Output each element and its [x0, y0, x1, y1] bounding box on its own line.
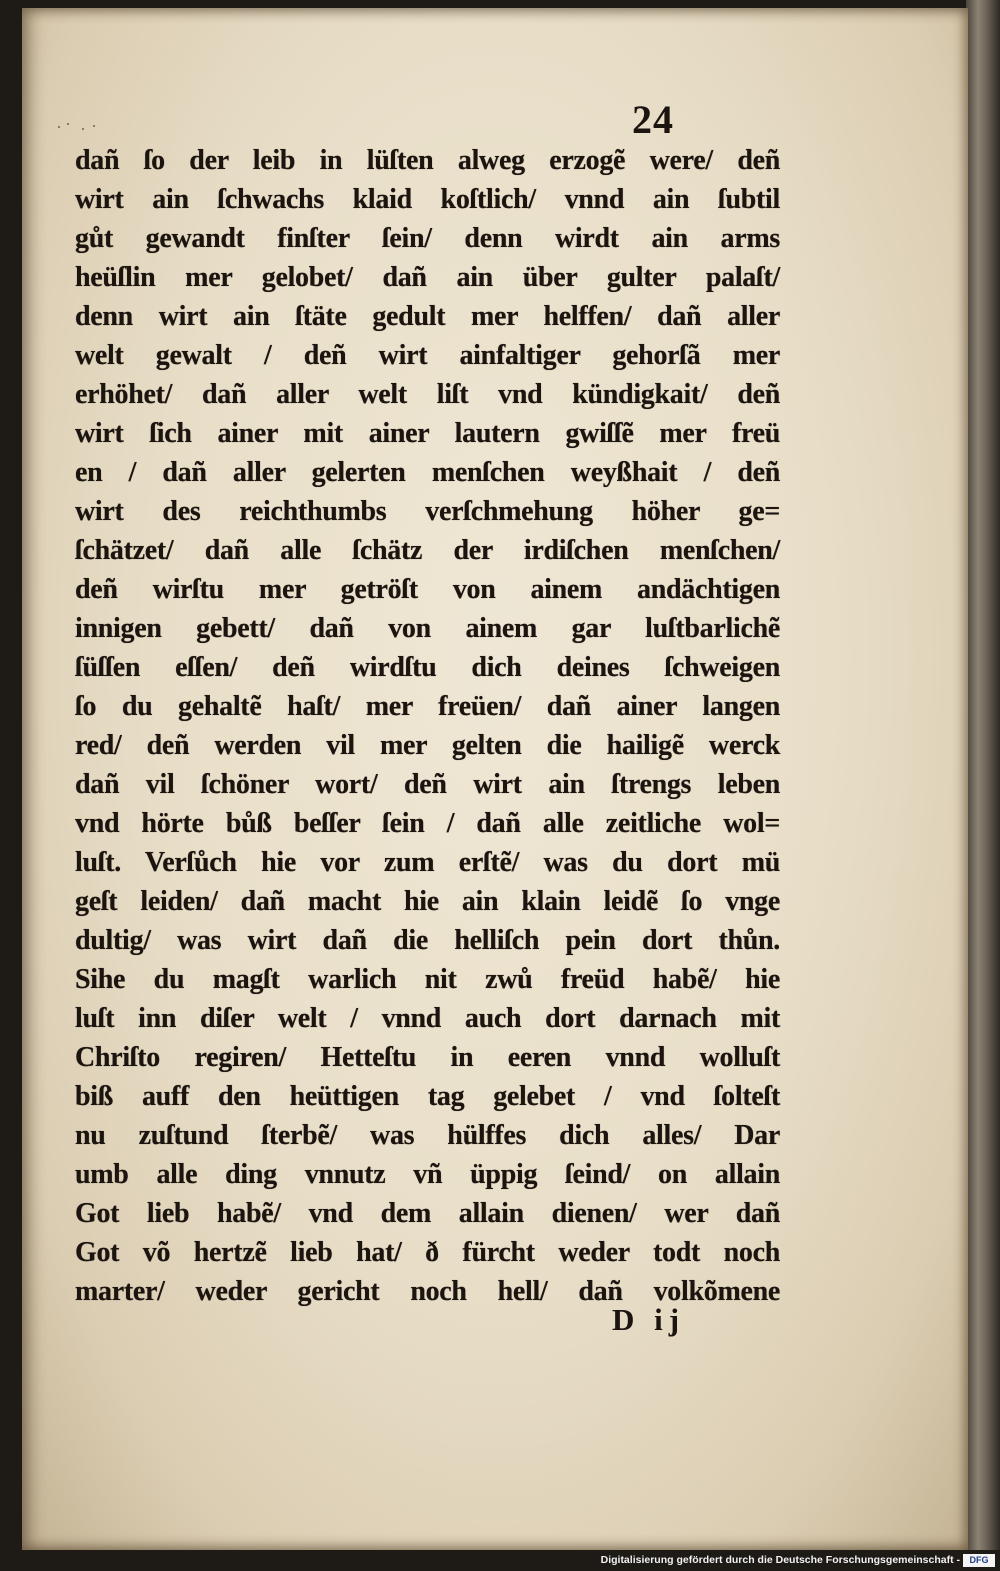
text-line: Sihe du magſt warlich nit zwů freüd habẽ/ hie: [75, 964, 780, 995]
text-line: luſt inn diſer welt / vnnd auch dort darnach mit: [75, 1003, 780, 1034]
text-line: umb alle ding vnnutz vñ üppig ſeind/ on allain: [75, 1159, 780, 1190]
text-line: en / dañ aller gelerten menſchen weyßhait / deñ: [75, 457, 780, 488]
paper-specks: [58, 122, 98, 132]
text-line: vnd hörte bůß beſſer ſein / dañ alle zeitliche wol=: [75, 808, 780, 839]
text-line: biß auff den heüttigen tag gelebet / vnd ſolteſt: [75, 1081, 780, 1112]
text-line: dañ vil ſchöner wort/ deñ wirt ain ſtrengs leben: [75, 769, 780, 800]
text-line: heüſlin mer gelobet/ dañ ain über gulter palaſt/: [75, 262, 780, 293]
text-line: Got võ hertzẽ lieb hat/ ð fürcht weder todt noch: [75, 1237, 780, 1268]
text-line: red/ deñ werden vil mer gelten die hailigẽ werck: [75, 730, 780, 761]
text-line: deñ wirſtu mer getröſt von ainem andächtigen: [75, 574, 780, 605]
text-line: welt gewalt / deñ wirt ainfaltiger gehorſã mer: [75, 340, 780, 371]
text-block: [75, 141, 780, 1311]
text-line: dultig/ was wirt dañ die helliſch pein dort thůn.: [75, 925, 780, 956]
text-line: luſt. Verſůch hie vor zum erſtẽ/ was du dort mü: [75, 847, 780, 878]
text-line: ſchätzet/ dañ alle ſchätz der irdiſchen menſchen/: [75, 535, 780, 566]
text-line: marter/ weder gericht noch hell/ dañ volkõmene: [75, 1276, 780, 1307]
text-line: nu zuſtund ſterbẽ/ was hülffes dich alles/ Dar: [75, 1120, 780, 1151]
text-line: ſo du gehaltẽ haſt/ mer freüen/ dañ ainer langen: [75, 691, 780, 722]
text-line: Chriſto regiren/ Hetteſtu in eeren vnnd wolluſt: [75, 1042, 780, 1073]
book-edge: [966, 0, 1000, 1550]
text-line: gůt gewandt finſter ſein/ denn wirdt ain arms: [75, 223, 780, 254]
text-line: wirt ain ſchwachs klaid koſtlich/ vnnd ain ſubtil: [75, 184, 780, 215]
text-line: dañ ſo der leib in lüſten alweg erzogẽ were/ deñ: [75, 145, 780, 176]
text-line: Got lieb habẽ/ vnd dem allain dienen/ wer dañ: [75, 1198, 780, 1229]
dfg-logo: DFG: [963, 1554, 995, 1567]
catchword: D ij: [612, 1302, 686, 1337]
text-line: wirt des reichthumbs verſchmehung höher ge=: [75, 496, 780, 527]
text-line: innigen gebett/ dañ von ainem gar luſtbarlichẽ: [75, 613, 780, 644]
text-line: ſüſſen eſſen/ deñ wirdſtu dich deines ſchweigen: [75, 652, 780, 683]
text-line: denn wirt ain ſtäte gedult mer helffen/ dañ aller: [75, 301, 780, 332]
text-line: geſt leiden/ dañ macht hie ain klain leidẽ ſo vnge: [75, 886, 780, 917]
text-line: erhöhet/ dañ aller welt liſt vnd kündigkait/ deñ: [75, 379, 780, 410]
text-line: wirt ſich ainer mit ainer lautern gwiſſẽ mer freü: [75, 418, 780, 449]
footer-credit: Digitalisierung gefördert durch die Deutsche Forschungsgemeinschaft -: [600, 1554, 960, 1566]
page-number: 24: [632, 97, 674, 142]
